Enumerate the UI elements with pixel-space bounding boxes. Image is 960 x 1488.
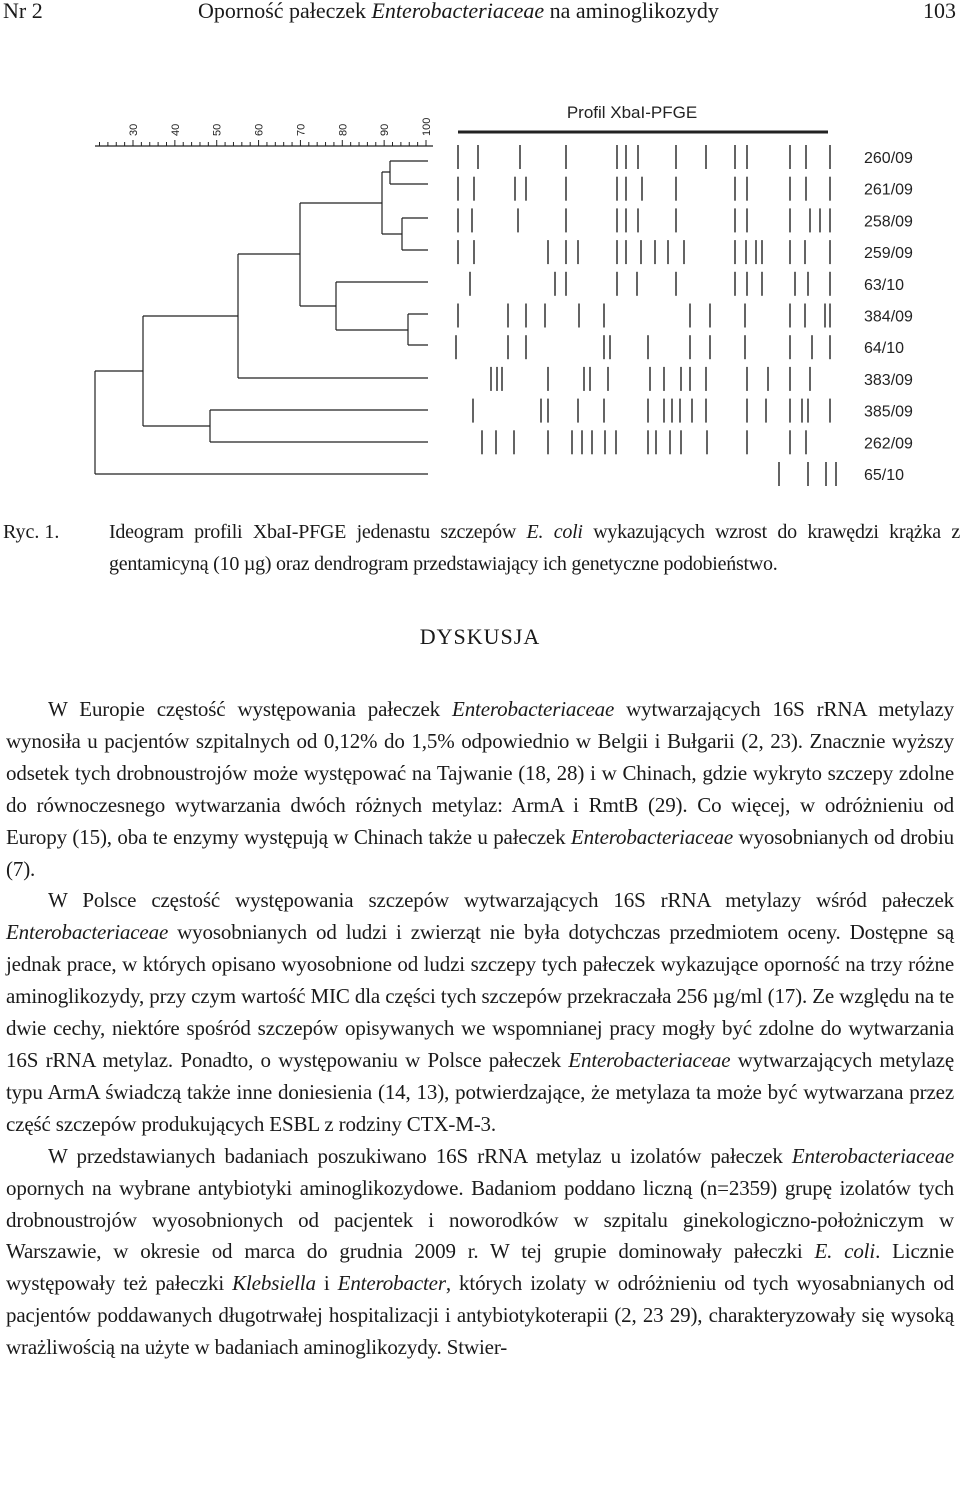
paragraph: W Europie częstość występowania pałeczek Enterobacteriaceae wytwarzających 16S rRNA metylazy wynosiła u pacjentów szpitalnych od 0,12% do 1,5% odpowiednio w Belgii i Bułgarii (2, 23). Znacznie wyższy odsetek tych drobnoustrojów może występować na Tajwanie (18, 28) i w Chinach, gdzie wykryto szczepy zdolne do równoczesnego wytwarzania dwóch różnych metylaz: ArmA i RmtB (29). Co więcej, w odróżnieniu od Europy (15), oba te enzymy występują w Chinach także u pałeczek Enterobacteriaceae wyosobnianych od drobiu (7).: [6, 697, 954, 881]
page-number: 103: [923, 0, 956, 23]
caption-label: Ryc. 1.: [3, 521, 60, 543]
strain-label: 261/09: [864, 181, 913, 199]
strain-label: 258/09: [864, 213, 913, 231]
strain-label: 63/10: [864, 276, 905, 294]
pfge-bands: [456, 145, 836, 486]
strain-label: 259/09: [864, 245, 913, 263]
caption-text: Ideogram profili XbaI-PFGE jedenastu szczepów E. coli wykazujących wzrost do krawędzi krążka z gentamicyną (10 µg) oraz dendrogram przedstawiający ich genetyczne podobieństwo.: [109, 521, 960, 575]
strain-label: 384/09: [864, 308, 913, 326]
dendro-branch: [402, 218, 428, 250]
scale-minor-ticks: [100, 140, 426, 146]
scale-tick-label: 80: [337, 123, 350, 136]
scale-tick-label: 100: [421, 117, 433, 136]
strain-label: 385/09: [864, 403, 913, 421]
dendro-branch: [382, 172, 402, 234]
strain-label: 64/10: [864, 340, 905, 358]
dendro-branch: [408, 314, 428, 345]
strain-label: 260/09: [864, 150, 913, 167]
running-header: [0, 0, 960, 40]
scale-tick-label: 30: [128, 123, 140, 136]
paragraph: W przedstawianych badaniach poszukiwano 16S rRNA metylaz u izolatów pałeczek Enterobacteriaceae opornych na wybrane antybiotyki aminoglikozydowe. Badaniom poddano liczną (n=2359) grupę izolatów tych drobnoustrojów wyosobnionych od pacjentek i noworodków w szpitalu ginekologiczno-położniczym w Warszawie, w okresie od marca do grudnia 2009 r. W tej grupie dominowały pałeczki E. coli. Licznie występowały też pałeczki Klebsiella i Enterobacter, których izolaty w odróżnieniu od tych wyosabnianych od pacjentów poddawanych długotrwałej hospitalizacji i antybiotykoterapii (2, 23 29), charakteryzowały się wysoką wrażliwością na użyte w badaniach aminoglikozydy. Stwier-: [6, 1143, 954, 1360]
strain-label: 262/09: [864, 435, 913, 453]
scale-tick-labels: [128, 118, 433, 136]
dendro-branch: [210, 410, 428, 442]
dendro-branch: [300, 203, 382, 306]
issue-number: Nr 2: [3, 0, 43, 23]
scale-tick-label: 40: [169, 123, 182, 136]
strain-labels: [864, 150, 913, 484]
body-text: [6, 694, 954, 1364]
dendrogram: [95, 161, 428, 474]
strain-label: 65/10: [864, 467, 905, 484]
strain-label: 383/09: [864, 371, 913, 389]
section-heading: DYSKUSJA: [419, 624, 541, 649]
running-title: Oporność pałeczek Enterobacteriaceae na aminoglikozydy: [198, 0, 719, 23]
figure-1: [0, 90, 960, 500]
dendro-branch: [390, 161, 428, 184]
scale-tick-label: 90: [379, 123, 392, 136]
scale-tick-label: 70: [295, 123, 308, 136]
figure-graphic: [0, 90, 960, 500]
panel-title: Profil XbaI-PFGE: [566, 103, 698, 122]
scale-tick-label: 60: [253, 123, 266, 136]
dendro-branch: [95, 371, 428, 474]
scale-tick-label: 50: [211, 123, 224, 136]
dendro-branch: [336, 282, 428, 330]
dendro-branch: [238, 254, 428, 378]
paragraph: W Polsce częstość występowania szczepów wytwarzających 16S rRNA metylazy wśród pałeczek Enterobacteriaceae wyosobnianych od ludzi i zwierząt nie była dotychczas przedmiotem oceny. Dostępne są jednak prace, w których opisano wyosobnione od ludzi szczepy tych pałeczek wykazujące oporność na trzy różne aminoglikozydy, przy czym wartość MIC dla części tych szczepów przekraczała 256 µg/ml (17). Ze względu na te dwie cechy, niektóre spośród szczepów opisywanych we wspomnianej pracy mogły być zdolne do wytwarzania 16S rRNA metylaz. Ponadto, o występowaniu w Polsce pałeczek Enterobacteriaceae wytwarzających metylazę typu ArmA świadczą także inne doniesienia (14, 13), potwierdzające, że metylaza ta może być wytwarzana przez część szczepów produkujących ESBL z rodziny CTX-M-3.: [6, 888, 955, 1136]
